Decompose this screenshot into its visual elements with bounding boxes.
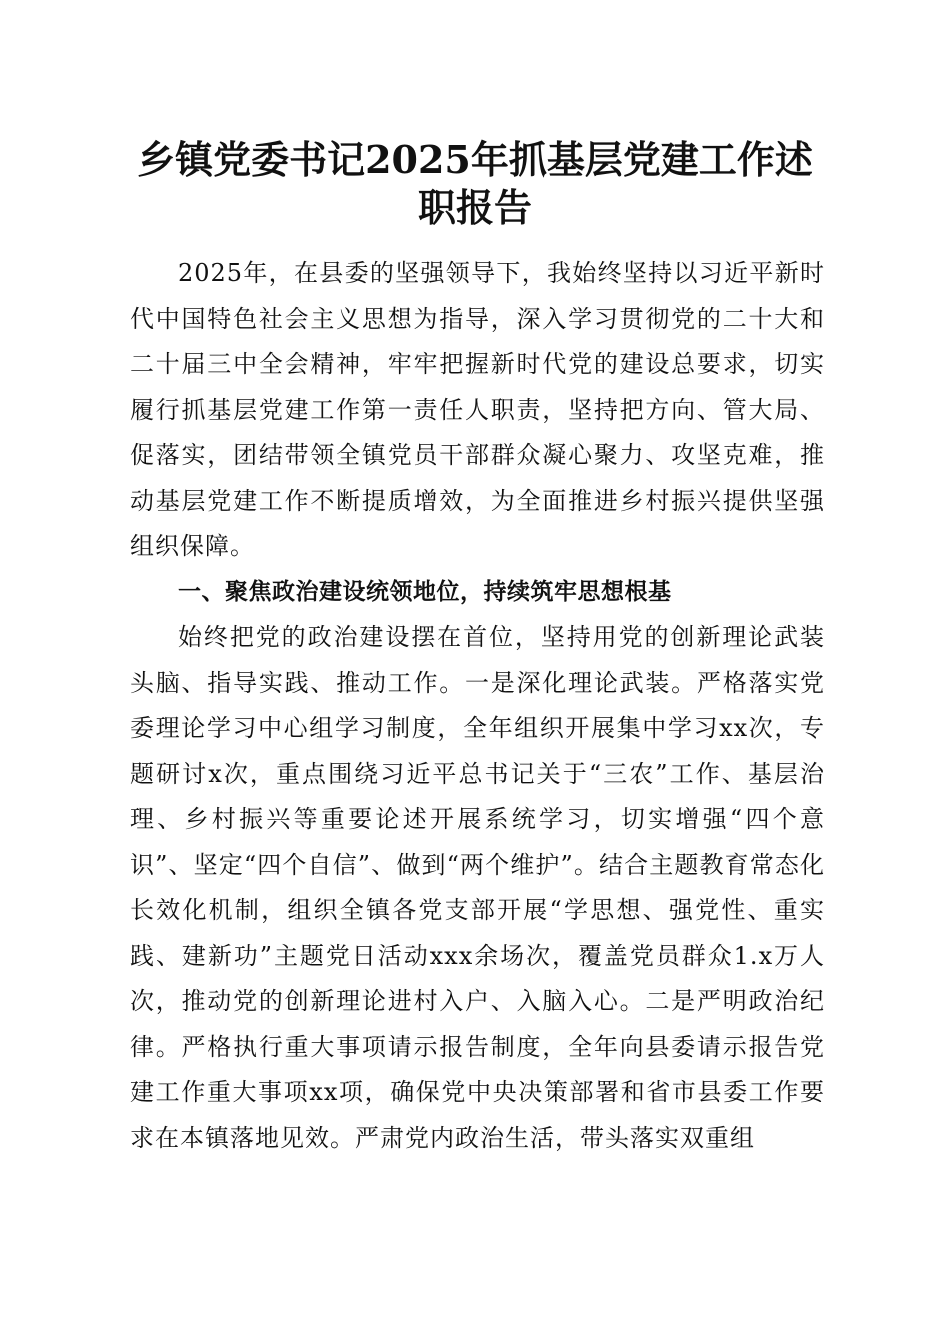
- section-heading-1: 一、聚焦政治建设统领地位，持续筑牢思想根基: [178, 578, 672, 605]
- intro-paragraph: 2025年，在县委的坚强领导下，我始终坚持以习近平新时代中国特色社会主义思想为指导，深入学习贯彻党的二十大和二十届三中全会精神，牢牢把握新时代党的建设总要求，切实履行抓基层党建工作第一责任人职责，坚持把方向、管大局、促落实，团结带领全镇党员干部群众凝心聚力、攻坚克难，推动基层党建工作不断提质增效，为全面推进乡村振兴提供坚强组织保障。: [130, 259, 825, 560]
- section-1-paragraph: 始终把党的政治建设摆在首位，坚持用党的创新理论武装头脑、指导实践、推动工作。一是深化理论武装。严格落实党委理论学习中心组学习制度，全年组织开展集中学习xx次，专题研讨x次，重点围绕习近平总书记关于“三农”工作、基层治理、乡村振兴等重要论述开展系统学习，切实增强“四个意识”、坚定“四个自信”、做到“两个维护”。结合主题教育常态化长效化机制，组织全镇各党支部开展“学思想、强党性、重实践、建新功”主题党日活动xxx余场次，覆盖党员群众1.x万人次，推动党的创新理论进村入户、入脑入心。二是严明政治纪律。严格执行重大事项请示报告制度，全年向县委请示报告党建工作重大事项xx项，确保党中央决策部署和省市县委工作要求在本镇落地见效。严肃党内政治生活，带头落实双重组: [130, 623, 825, 1152]
- document-title: 乡镇党委书记2025年抓基层党建工作述职报告: [137, 137, 813, 230]
- document-body: [130, 251, 825, 1161]
